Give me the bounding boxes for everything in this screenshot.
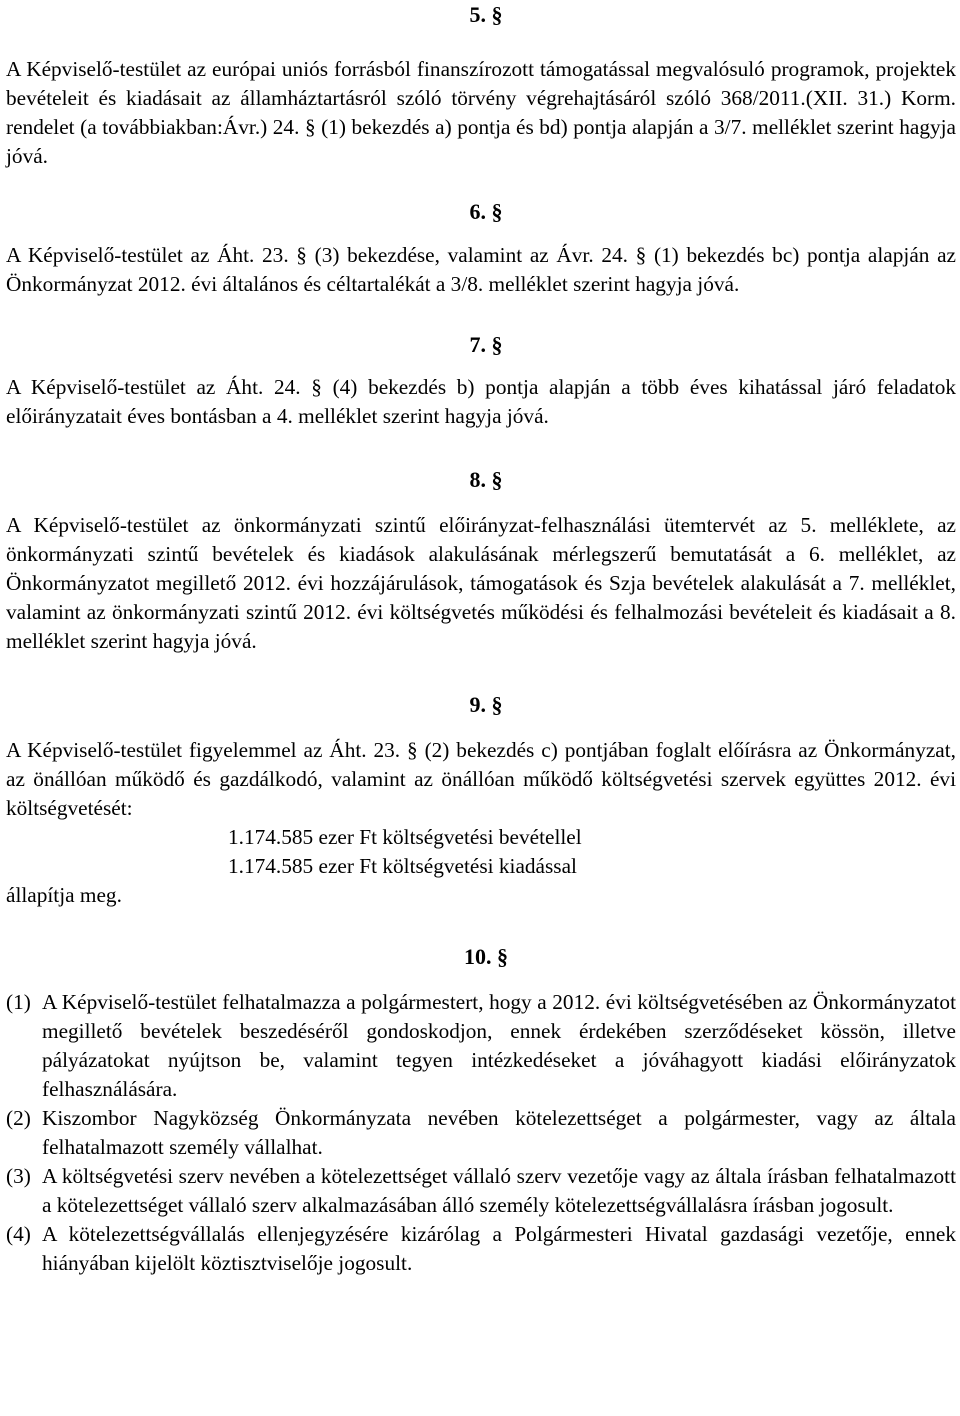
item-number: (3) [6,1164,31,1188]
amount-income: 1.174.585 ezer Ft költségvetési bevétellel [228,825,582,849]
section-7-heading: 7. § [469,332,503,357]
item-number: (1) [6,990,31,1014]
item-text: A Képviselő-testület felhatalmazza a polgármestert, hogy a 2012. évi költségvetésében az Önkormányzatot megillető bevételek beszedéséről gondoskodjon, ennek érdekében szerződéseket kössön, illetve pályázatokat nyújtson be, valamint tegyen intézkedéseket a jóváhagyott kiadási előirányzatok felhasználására. [42,990,956,1101]
section-9-heading: 9. § [469,692,503,717]
section-9-text: A Képviselő-testület figyelemmel az Áht. 23. § (2) bekezdés c) pontjában foglalt előírásra az Önkormányzat, az önállóan működő és gazdálkodó, valamint az önállóan működő költségvetési szervek együttes 2012. évi költségvetését: [6,738,956,820]
item-text: A költségvetési szerv nevében a kötelezettséget vállaló szerv vezetője vagy az általa írásban felhatalmazott a kötelezettséget vállaló szerv alkalmazásában álló személy kötelezettségvállalásra írásban jogosult. [42,1164,956,1217]
document-page [6,0,956,1278]
list-item [6,1220,956,1278]
amount-expense: 1.174.585 ezer Ft költségvetési kiadással [228,854,577,878]
section-6-heading: 6. § [469,199,503,224]
section-5-text: A Képviselő-testület az európai uniós forrásból finanszírozott támogatással megvalósuló programok, projektek bevételeit és kiadásait az államháztartásról szóló törvény végrehajtásáról szóló 368/2011.(XII. 31.) Korm. rendelet (a továbbiakban:Ávr.) 24. § (1) bekezdés a) pontja és bd) pontja alapján a 3/7. melléklet szerint hagyja jóvá. [6,57,956,168]
section-6-text: A Képviselő-testület az Áht. 23. § (3) bekezdése, valamint az Ávr. 24. § (1) bekezdés bc) pontja alapján az Önkormányzat 2012. évi általános és céltartalékát a 3/8. melléklet szerint hagyja jóvá. [6,243,956,296]
item-text: A kötelezettségvállalás ellenjegyzésére kizárólag a Polgármesteri Hivatal gazdasági vezetője, ennek hiányában kijelölt köztisztviselője jogosult. [42,1222,956,1275]
list-item [6,1104,956,1162]
item-number: (4) [6,1222,31,1246]
section-10-list [6,988,956,1278]
section-10-heading: 10. § [464,944,508,969]
section-8-heading: 8. § [469,467,503,492]
section-9-closing: állapítja meg. [6,883,122,907]
list-item [6,1162,956,1220]
list-item [6,988,956,1104]
item-number: (2) [6,1106,31,1130]
item-text: Kiszombor Nagyközség Önkormányzata nevében kötelezettséget a polgármester, vagy az általa felhatalmazott személy vállalhat. [42,1106,956,1159]
section-5-heading: 5. § [469,2,503,27]
section-7-text: A Képviselő-testület az Áht. 24. § (4) bekezdés b) pontja alapján a több éves kihatással járó feladatok előirányzatait éves bontásban a 4. melléklet szerint hagyja jóvá. [6,375,956,428]
section-8-text: A Képviselő-testület az önkormányzati szintű előirányzat-felhasználási ütemtervét az 5. melléklete, az önkormányzati szintű bevételek és kiadások alakulásának mérlegszerű bemutatását a 6. melléklet, az Önkormányzatot megillető 2012. évi hozzájárulások, támogatások és Szja bevételek alakulását a 7. melléklet, valamint az önkormányzati szintű 2012. évi költségvetés működési és felhalmozási bevételeit és kiadásait a 8. melléklet szerint hagyja jóvá. [6,513,956,653]
